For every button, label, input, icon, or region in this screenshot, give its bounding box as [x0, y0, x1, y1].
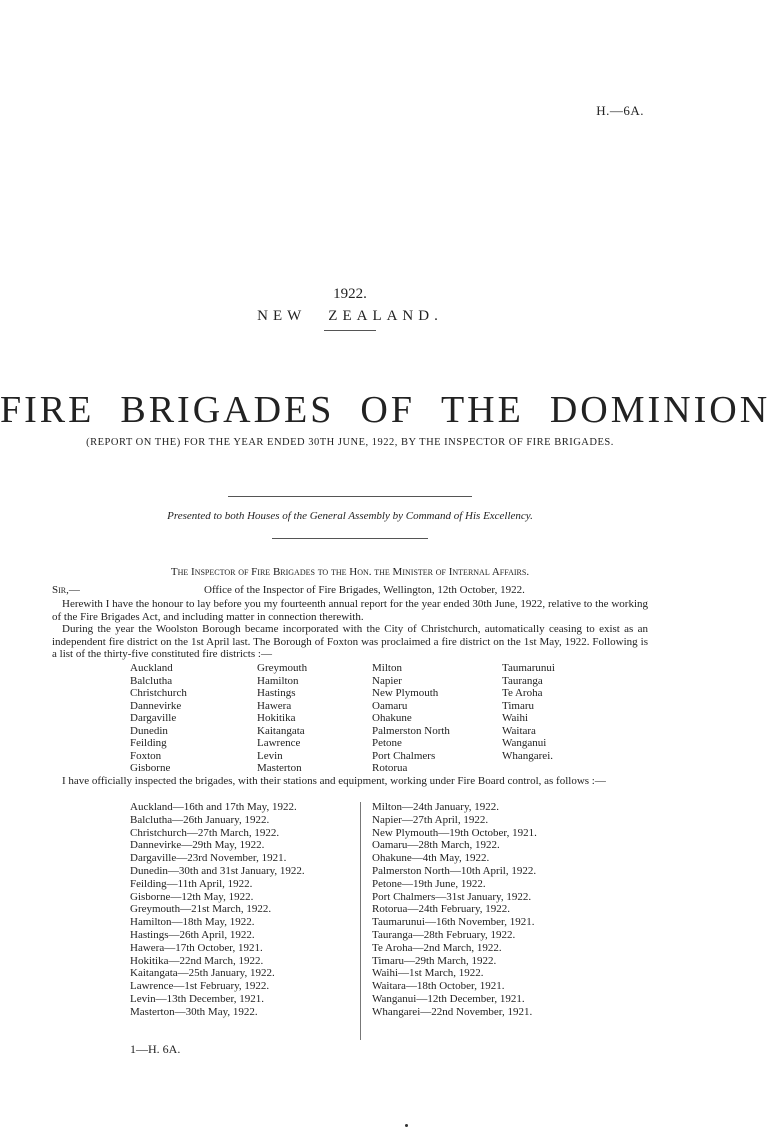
- inspection-entry: Timaru—29th March, 1922.: [372, 954, 497, 967]
- district-list-column: [130, 662, 187, 775]
- district-name: Levin: [257, 749, 283, 762]
- publication-year: 1922.: [333, 286, 367, 302]
- district-name: Balclutha: [130, 674, 173, 687]
- inspection-entry: Milton—24th January, 1922.: [372, 801, 499, 813]
- district-list-column: [502, 662, 555, 762]
- inspection-entry: Lawrence—1st February, 1922.: [130, 980, 270, 993]
- document-subtitle: (REPORT ON THE) FOR THE YEAR ENDED 30TH JUNE, 1922, BY THE INSPECTOR OF FIRE BRIGADES.: [86, 437, 614, 448]
- district-name: Napier: [372, 674, 402, 687]
- district-name: Hastings: [257, 687, 296, 699]
- inspection-entry: Greymouth—21st March, 1922.: [130, 903, 272, 916]
- country-heading: [0, 308, 700, 325]
- inspection-entry: Dunedin—30th and 31st January, 1922.: [130, 864, 305, 877]
- district-name: Christchurch: [130, 687, 187, 699]
- district-name: Dargaville: [130, 712, 177, 724]
- district-name: New Plymouth: [372, 687, 439, 699]
- inspection-entry: Gisborne—12th May, 1922.: [130, 890, 254, 903]
- inspection-entry: Petone—19th June, 1922.: [372, 877, 486, 890]
- inspection-list-left: [130, 801, 305, 1019]
- office-address-line: Office of the Inspector of Fire Brigades, Wellington, 12th October, 1922.: [204, 584, 525, 596]
- district-name: Palmerston North: [372, 724, 450, 737]
- salutation: Sir,—: [52, 584, 80, 596]
- title-word: FIRE: [0, 389, 95, 431]
- district-name: Wanganui: [502, 737, 547, 749]
- country-word-2: ZEALAND.: [328, 308, 443, 324]
- inspection-entry: Hastings—26th April, 1922.: [130, 928, 255, 941]
- presentation-rule-bottom: [272, 538, 428, 539]
- presentation-rule-top: [228, 496, 472, 497]
- inspection-entry: Feilding—11th April, 1922.: [130, 877, 253, 890]
- inspection-entry: Waihi—1st March, 1922.: [372, 967, 484, 980]
- inspection-entry: Ohakune—4th May, 1922.: [372, 852, 490, 865]
- inspection-entry: Hamilton—18th May, 1922.: [130, 916, 255, 929]
- inspection-entry: Rotorua—24th February, 1922.: [372, 903, 510, 916]
- inspection-entry: Balclutha—26th January, 1922.: [130, 813, 270, 826]
- district-name: Tauranga: [502, 674, 543, 687]
- short-rule: [324, 330, 376, 331]
- district-name: Kaitangata: [257, 724, 305, 737]
- district-name: Dunedin: [130, 724, 168, 737]
- inspection-entry: Hokitika—22nd March, 1922.: [130, 954, 264, 967]
- district-name: Dannevirke: [130, 699, 182, 712]
- title-word: DOMINION: [549, 389, 770, 431]
- inspection-entry: Palmerston North—10th April, 1922.: [372, 864, 537, 877]
- inspections-paragraph: I have officially inspected the brigades, with their stations and equipment, working under Fire Board control, as follows :—: [62, 775, 606, 787]
- inspection-entry: Napier—27th April, 1922.: [372, 813, 489, 826]
- district-name: Hawera: [257, 699, 292, 712]
- inspection-entry: Auckland—16th and 17th May, 1922.: [130, 801, 297, 813]
- district-name: Waitara: [502, 724, 536, 737]
- district-name: Oamaru: [372, 699, 408, 712]
- title-word: BRIGADES: [120, 389, 335, 431]
- inspection-entry: Masterton—30th May, 1922.: [130, 1005, 258, 1018]
- district-name: Hamilton: [257, 674, 299, 687]
- inspection-entry: Taumarunui—16th November, 1921.: [372, 916, 535, 929]
- district-name: Te Aroha: [502, 687, 543, 699]
- district-name: Petone: [372, 737, 402, 749]
- district-name: Greymouth: [257, 662, 308, 674]
- district-name: Foxton: [130, 749, 162, 762]
- inspection-entry: Tauranga—28th February, 1922.: [372, 928, 516, 941]
- page-reference: H.—6A.: [596, 103, 644, 118]
- district-name: Gisborne: [130, 762, 171, 774]
- title-word: OF: [360, 389, 415, 431]
- district-name: Port Chalmers: [372, 749, 436, 762]
- inspection-entry: Levin—13th December, 1921.: [130, 992, 264, 1005]
- inspection-entry: Dargaville—23rd November, 1921.: [130, 852, 287, 865]
- district-name: Feilding: [130, 737, 167, 749]
- inspection-entry: Waitara—18th October, 1921.: [372, 980, 505, 993]
- inspection-entry: Port Chalmers—31st January, 1922.: [372, 890, 532, 903]
- district-name: Timaru: [502, 699, 534, 712]
- intro-paragraph: Herewith I have the honour to lay before you my fourteenth annual report for the year ended 30th June, 1922, relative to the working of the Fire Brigades Act, and including matter in connection therewith.: [52, 598, 648, 623]
- presentation-note: Presented to both Houses of the General Assembly by Command of His Excellency.: [167, 510, 533, 522]
- district-name: Masterton: [257, 762, 302, 774]
- district-name: Milton: [372, 662, 402, 674]
- page-signature: 1—H. 6A.: [130, 1042, 181, 1056]
- inspection-entry: Whangarei—22nd November, 1921.: [372, 1005, 533, 1018]
- letter-heading: The Inspector of Fire Brigades to the Hon. the Minister of Internal Affairs.: [170, 566, 530, 578]
- inspection-entry: Te Aroha—2nd March, 1922.: [372, 941, 502, 954]
- inspection-entry: Wanganui—12th December, 1921.: [372, 992, 525, 1005]
- country-word-1: NEW: [257, 308, 307, 324]
- inspection-entry: Oamaru—28th March, 1922.: [372, 839, 500, 852]
- district-list-column: [257, 662, 307, 775]
- inspection-entry: New Plymouth—19th October, 1921.: [372, 826, 537, 839]
- district-name: Whangarei.: [502, 749, 553, 762]
- district-name: Rotorua: [372, 762, 408, 774]
- inspection-entry: Dannevirke—29th May, 1922.: [130, 839, 265, 852]
- inspection-entry: Kaitangata—25th January, 1922.: [130, 967, 275, 980]
- inspection-list-right: [372, 801, 537, 1019]
- inspection-entry: Hawera—17th October, 1921.: [130, 941, 263, 954]
- document-title: [0, 388, 770, 432]
- column-divider: [360, 802, 361, 1040]
- district-name: Taumarunui: [502, 662, 555, 674]
- districts-paragraph: During the year the Woolston Borough became incorporated with the City of Christchurch, automatically ceasing to exist as an independent fire district on the 1st April last. The Borough of Foxton was proclaimed a fire district on the 1st May, 1922. Following is a list of the thirty-five constituted fire districts :—: [52, 623, 648, 660]
- district-name: Lawrence: [257, 737, 301, 749]
- title-word: THE: [440, 389, 524, 431]
- page-mark: [405, 1124, 408, 1127]
- district-name: Waihi: [502, 712, 528, 724]
- district-list-column: [372, 662, 450, 775]
- inspection-entry: Christchurch—27th March, 1922.: [130, 826, 280, 839]
- district-name: Hokitika: [257, 712, 296, 724]
- district-name: Auckland: [130, 662, 173, 674]
- district-name: Ohakune: [372, 712, 412, 724]
